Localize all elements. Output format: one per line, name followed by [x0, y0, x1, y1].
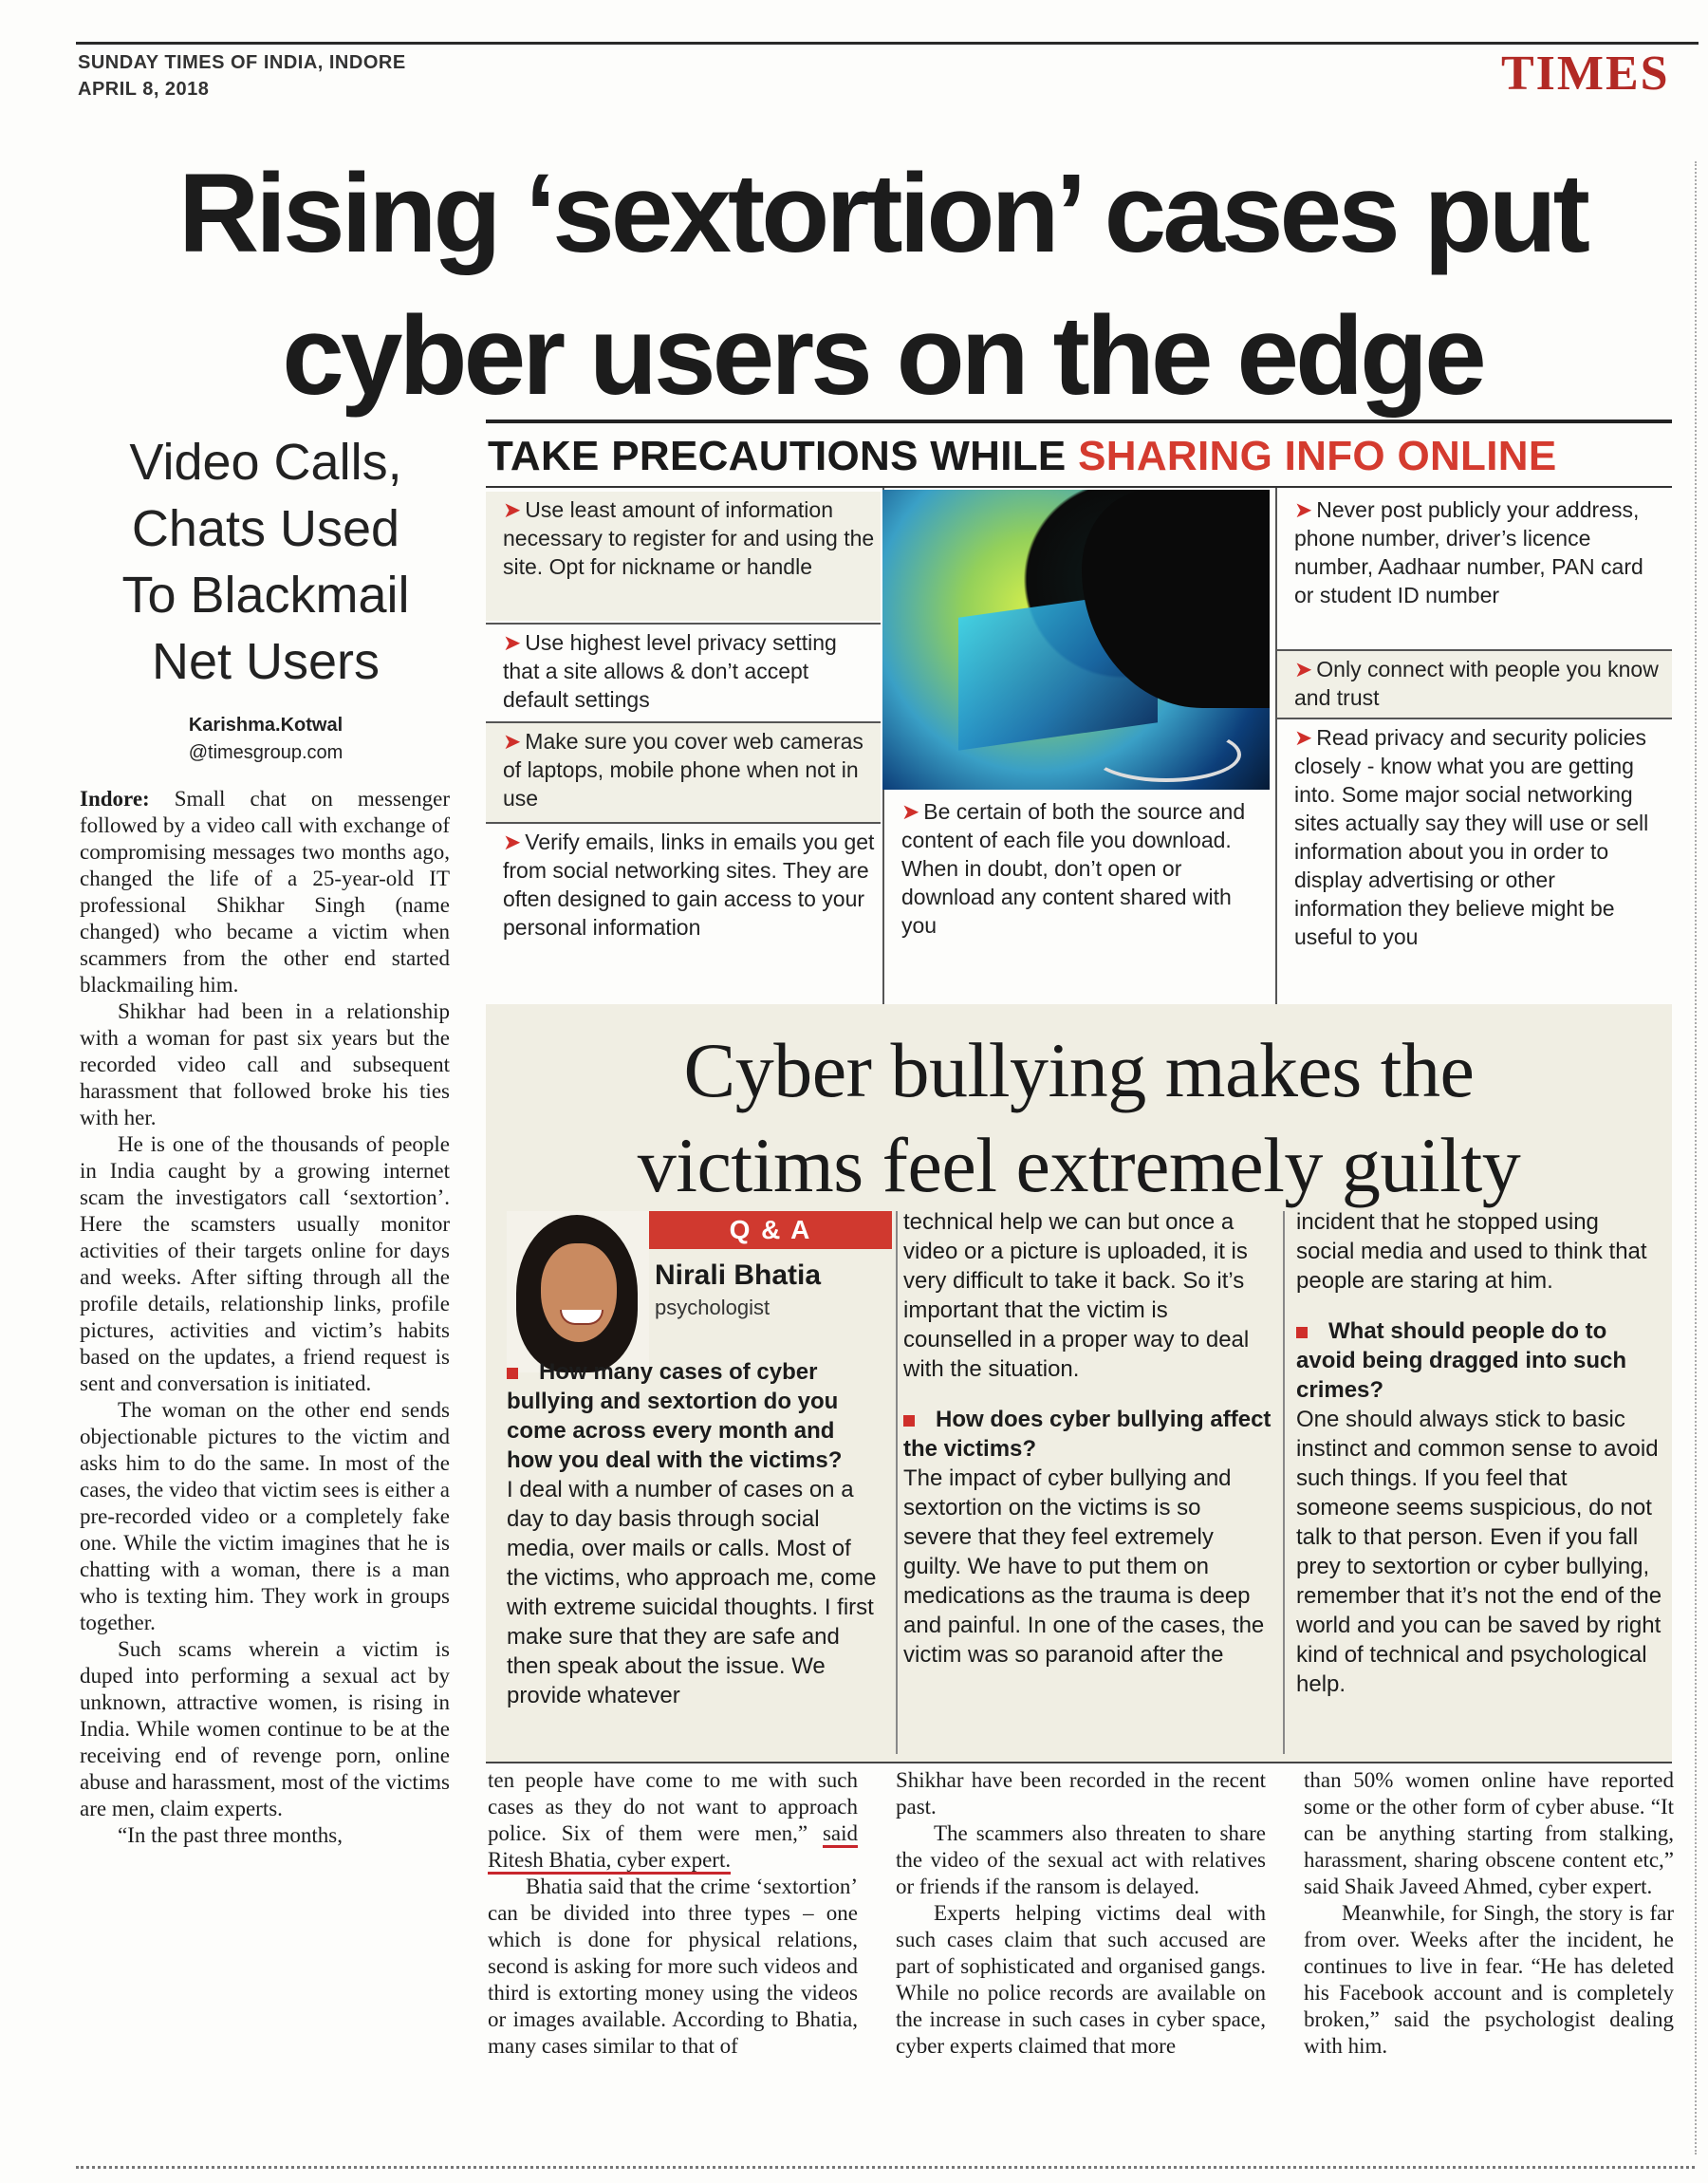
- tip-divider: [1277, 718, 1672, 719]
- byline-email: @timesgroup.com: [188, 742, 343, 763]
- bullet-square-icon: [1296, 1327, 1308, 1338]
- question: How many cases of cyber bullying and sextortion do you come across every month and how you deal with the victims?: [507, 1359, 843, 1473]
- qa-column-3: [1296, 1207, 1662, 1699]
- article-column-1: [80, 786, 450, 1849]
- headline-line-2: cyber users on the edge: [282, 293, 1483, 419]
- precautions-title-black: TAKE PRECAUTIONS WHILE: [488, 433, 1067, 479]
- tip-item: ➤ Use highest level privacy setting that a site allows & don’t accept default settings: [503, 630, 837, 712]
- article-column-2: [488, 1767, 858, 2060]
- cyber-hacker-photo: [882, 490, 1270, 790]
- dateline: [78, 49, 406, 103]
- qa-headline: [486, 1023, 1672, 1213]
- precautions-top-rule: [486, 420, 1672, 423]
- kicker-line: To Blackmail: [121, 567, 410, 624]
- kicker-line: Video Calls,: [129, 434, 402, 491]
- arrow-icon: ➤: [503, 630, 522, 655]
- tip-divider: [486, 822, 881, 824]
- arrow-icon: ➤: [503, 830, 522, 854]
- interviewee-name: Nirali Bhatia: [655, 1259, 822, 1291]
- qa-label: Q & A: [649, 1211, 892, 1249]
- answer: One should always stick to basic instinct and common sense to avoid such things. If you feel that someone seems suspicious, do not talk to that person. Even if you fall prey to sextortion or cyber bullying, remember that it’s not the end of the world and you can be saved by right kind of technical and psychological help.: [1296, 1407, 1662, 1697]
- tip-item: ➤ Only connect with people you know and trust: [1277, 651, 1672, 718]
- arrow-icon: ➤: [1294, 657, 1313, 681]
- arrow-icon: ➤: [503, 729, 522, 754]
- qa-column-2: [903, 1207, 1273, 1670]
- answer-continued: incident that he stopped using social media and used to think that people are staring at him.: [1296, 1209, 1647, 1294]
- paragraph: Meanwhile, for Singh, the story is far from over. Weeks after the incident, he continues to live in fear. “He has deleted his Facebook account and is completely broken,” said the psychologist dealing with him.: [1304, 1901, 1674, 2058]
- tip-item: ➤ Verify emails, links in emails you get from social networking sites. They are often designed to gain access to your personal information: [503, 830, 875, 940]
- paragraph: He is one of the thousands of people in India caught by a growing internet scam the investigators call ‘sextortion’. Here the scamsters usually monitor activities of their targets online for days and weeks. After sifting through all the profile details, relationship links, profile pictures, activities and victim’s habits based on the updates, a friend request is sent and conversation is initiated.: [80, 1132, 450, 1395]
- headline-line-1: Rising ‘sextortion’ cases put: [178, 151, 1587, 276]
- paragraph: Experts helping victims deal with such cases claim that such accused are part of sophisticated and organised gangs. While no police records are available on the increase in such cases in cyber space, cyber experts claimed that more: [896, 1901, 1266, 2058]
- masthead-rule: [76, 42, 1699, 45]
- paper-name: SUNDAY TIMES OF INDIA, INDORE: [78, 52, 406, 73]
- qa-headline-line-2: victims feel extremely guilty: [637, 1122, 1521, 1208]
- tip-divider: [486, 623, 881, 625]
- arrow-icon: ➤: [1294, 497, 1313, 522]
- paragraph: The scammers also threaten to share the video of the sexual act with relatives or friends if the ransom is delayed.: [896, 1821, 1266, 1898]
- interviewee-portrait: [507, 1211, 649, 1372]
- paragraph: Such scams wherein a victim is duped into performing a sexual act by unknown, attractive women, is rising in India. While women continue to be at the receiving end of revenge porn, online abuse and harassment, most of the victims are men, claim experts.: [80, 1637, 450, 1820]
- paragraph: Bhatia said that the crime ‘sextortion’ can be divided into three types – one which is done for physical relations, second is asking for more such videos and third is extorting money using the videos or images available. According to Bhatia, many cases similar to that of: [488, 1875, 858, 2058]
- byline: [76, 712, 455, 767]
- article-column-4: [1304, 1767, 1674, 2060]
- bullet-square-icon: [507, 1368, 518, 1379]
- precautions-title: [488, 429, 1556, 484]
- paragraph: Small chat on messenger followed by a video call with exchange of compromising messages two months ago, changed the life of a 25-year-old IT professional Shikhar Singh (name changed) who became a victim when scammers from the other end started blackmailing him.: [80, 787, 450, 997]
- qa-column-1: [507, 1357, 882, 1710]
- question: What should people do to avoid being dragged into such crimes?: [1296, 1318, 1627, 1403]
- issue-date: APRIL 8, 2018: [78, 79, 210, 100]
- bottom-rule: [76, 2166, 1695, 2169]
- paragraph: The woman on the other end sends objectionable pictures to the victim and asks him to do the same. In most of the cases, the video that victim sees is either a pre-recorded video or a completely fake one. While the victim imagines that he is chatting with a woman, there is a man who is texting him. They work in groups together.: [80, 1398, 450, 1634]
- tip-item: ➤ Be certain of both the source and content of each file you download. When in doubt, don’t open or download any content shared with you: [901, 799, 1246, 938]
- dateline-city: Indore:: [80, 787, 150, 811]
- tip-item: ➤ Read privacy and security policies closely - know what you are getting into. Some major social networking sites actually say they will use or sell information about you in order to display advertising or other information they believe might be useful to you: [1294, 725, 1649, 949]
- paragraph: Shikhar had been in a relationship with a woman for past six years but the recorded video call and subsequent harassment that followed broke his ties with her.: [80, 999, 450, 1129]
- paragraph: ten people have come to me with such cases as they do not want to approach police. Six of them were men,”: [488, 1768, 858, 1845]
- side-column-rule: [1695, 161, 1697, 2155]
- paragraph: than 50% women online have reported some or the other form of cyber abuse. “It can be anything starting from stalking, harassment, sharing obscene content etc,” said Shaik Javeed Ahmed, cyber expert.: [1304, 1768, 1674, 1898]
- question: How does cyber bullying affect the victims?: [903, 1407, 1272, 1462]
- tip-item: ➤ Use least amount of information necessary to register for and using the site. Opt for nickname or handle: [486, 492, 881, 621]
- cable-graphic: [1091, 727, 1241, 782]
- kicker-line: Net Users: [151, 633, 381, 690]
- quote-attribution: said Ritesh Bhatia, cyber expert.: [488, 1821, 858, 1875]
- byline-name: Karishma.Kotwal: [188, 715, 343, 736]
- tip-divider: [486, 721, 881, 723]
- tip-item: ➤ Never post publicly your address, phone number, driver’s licence number, Aadhaar number, PAN card or student ID number: [1294, 497, 1643, 607]
- headline: [76, 142, 1689, 427]
- tip-item: ➤ Make sure you cover web cameras of laptops, mobile phone when not in use: [486, 723, 881, 822]
- qa-headline-line-1: Cyber bullying makes the: [683, 1027, 1475, 1113]
- precautions-title-red: SHARING INFO ONLINE: [1078, 433, 1557, 479]
- arrow-icon: ➤: [1294, 725, 1313, 750]
- tip-divider: [1277, 649, 1672, 651]
- paragraph: “In the past three months,: [118, 1823, 343, 1847]
- interviewee-role: psychologist: [655, 1296, 770, 1319]
- answer: I deal with a number of cases on a day to day basis through social media, over mails or calls. Most of the victims, who approach me, come with extreme suicidal thoughts. I first make sure that they are safe and then speak about the issue. We provide whatever: [507, 1477, 877, 1708]
- qa-panel: [486, 1004, 1672, 1763]
- answer: The impact of cyber bullying and sextortion on the victims is so severe that they feel extremely guilty. We have to put them on medications as the trauma is deep and painful. In one of the cases, the victim was so paranoid after the: [903, 1465, 1265, 1668]
- brand-logo: TIMES: [1501, 47, 1670, 101]
- qa-column-divider: [896, 1211, 898, 1754]
- arrow-icon: ➤: [503, 497, 522, 522]
- arrow-icon: ➤: [901, 799, 920, 824]
- kicker: [76, 429, 455, 695]
- bullet-square-icon: [903, 1415, 915, 1427]
- article-column-3: [896, 1767, 1266, 2060]
- answer-continued: technical help we can but once a video or a picture is uploaded, it is very difficult to take it back. So it’s important that the victim is counselled in a proper way to deal with the situation.: [903, 1209, 1250, 1382]
- paragraph: Shikhar have been recorded in the recent past.: [896, 1768, 1266, 1819]
- qa-column-divider: [1283, 1211, 1285, 1754]
- kicker-line: Chats Used: [131, 500, 400, 557]
